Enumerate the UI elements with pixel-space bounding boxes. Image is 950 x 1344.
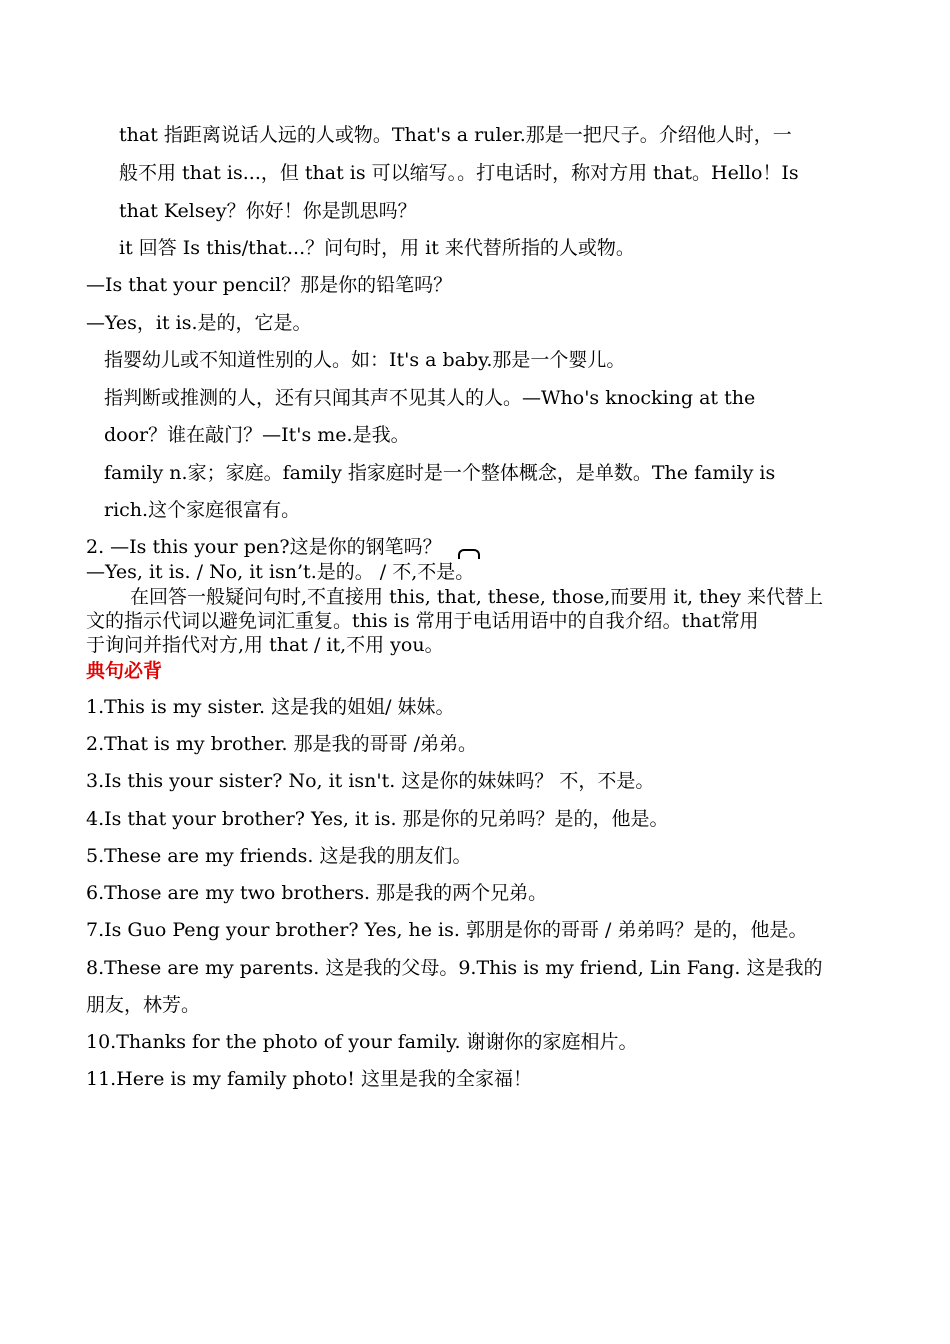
bracket-mark-icon	[458, 549, 480, 559]
explanation-line-3: 于询问并指代对方,用 that / it,不用 you。	[86, 634, 444, 656]
note-line-7: 指婴幼儿或不知道性别的人。如：It's a baby.那是一个婴儿。	[104, 349, 626, 371]
note-line-10: family n.家；家庭。family 指家庭时是一个整体概念，是单数。The family is	[104, 462, 776, 484]
sentence-6: 6.Those are my two brothers. 那是我的两个兄弟。	[86, 882, 548, 904]
note-line-9: door？谁在敲门？—It's me.是我。	[104, 424, 410, 446]
sentence-3: 3.Is this your sister? No, it isn't. 这是你的妹妹吗？ 不，不是。	[86, 770, 655, 792]
note-line-4: it 回答 Is this/that...？问句时，用 it 来代替所指的人或物。	[119, 237, 635, 259]
sentence-8-continued: 朋友，林芳。	[86, 994, 201, 1016]
sentence-2: 2.That is my brother. 那是我的哥哥 /弟弟。	[86, 733, 478, 755]
explanation-line-1: 在回答一般疑问句时,不直接用 this, that, these, those,而要用 it, they 来代替上	[130, 586, 824, 608]
note-line-5: —Is that your pencil？那是你的铅笔吗？	[86, 274, 453, 296]
example-answer: —Yes, it is. / No, it isn’t.是的。 / 不,不是。	[86, 561, 475, 583]
explanation-line-2: 文的指示代词以避免词汇重复。this is 常用于电话用语中的自我介绍。that常用	[86, 610, 759, 632]
note-line-8: 指判断或推测的人，还有只闻其声不见其人的人。—Who's knocking at the	[104, 387, 756, 409]
sentence-4: 4.Is that your brother? Yes, it is. 那是你的兄弟吗？是的，他是。	[86, 808, 669, 830]
sentence-1: 1.This is my sister. 这是我的姐姐/ 妹妹。	[86, 696, 455, 718]
example-question: 2. —Is this your pen?这是你的钢笔吗？	[86, 536, 442, 558]
sentence-10: 10.Thanks for the photo of your family. 谢谢你的家庭相片。	[86, 1031, 638, 1053]
sentence-8: 8.These are my parents. 这是我的父母。9.This is my friend, Lin Fang. 这是我的	[86, 957, 823, 979]
note-line-6: —Yes，it is.是的，它是。	[86, 312, 312, 334]
note-line-11: rich.这个家庭很富有。	[104, 499, 301, 521]
sentence-5: 5.These are my friends. 这是我的朋友们。	[86, 845, 472, 867]
sentence-11: 11.Here is my family photo! 这里是我的全家福！	[86, 1068, 532, 1090]
note-line-3: that Kelsey？你好！你是凯思吗？	[119, 200, 417, 222]
sentence-7: 7.Is Guo Peng your brother? Yes, he is. 郭朋是你的哥哥 / 弟弟吗？是的，他是。	[86, 919, 808, 941]
section-heading: 典句必背	[86, 660, 163, 682]
note-line-2: 般不用 that is...，但 that is 可以缩写。。打电话时，称对方用 that。Hello！Is	[119, 162, 799, 184]
note-line-1: that 指距离说话人远的人或物。That's a ruler.那是一把尺子。介绍他人时，一	[119, 124, 792, 146]
